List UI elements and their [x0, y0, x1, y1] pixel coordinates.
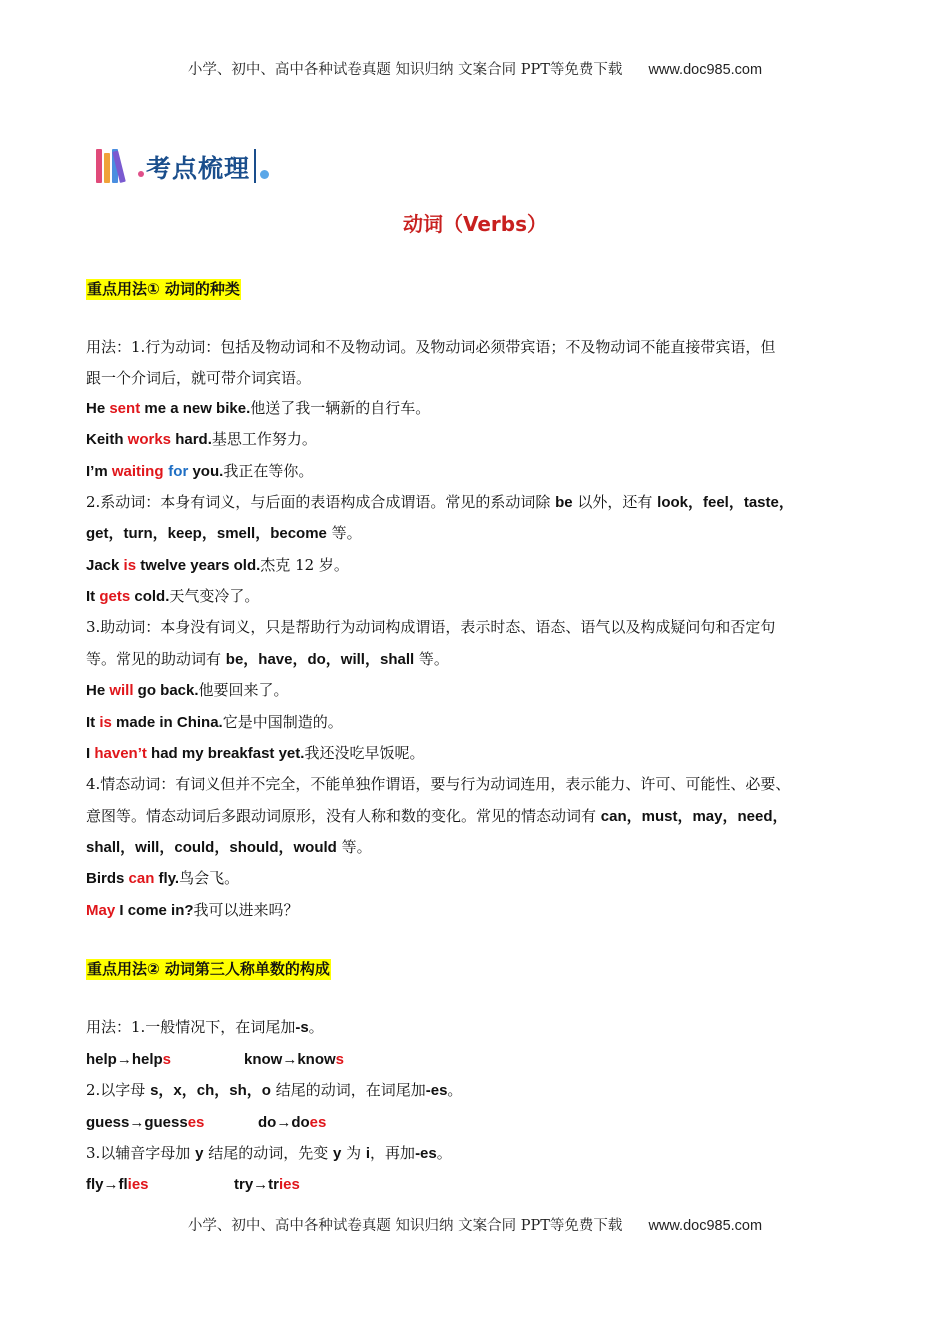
example-sentence: It gets cold.天气变冷了。	[86, 587, 260, 605]
logo-circle	[260, 170, 269, 179]
s1-para3-line2: 等。常见的助动词有 be，have，do，will，shall 等。	[86, 650, 449, 668]
example-sentence: I’m waiting for you.我正在等你。	[86, 462, 314, 480]
example-sentence: He will go back.他要回来了。	[86, 681, 289, 699]
s1-para3-line1: 3.助动词：本身没有词义，只是帮助行为动词构成谓语，表示时态、语态、语气以及构成疑问句和否定句	[86, 618, 776, 636]
example-sentence: I haven’t had my breakfast yet.我还没吃早饭呢。	[86, 744, 425, 762]
books-icon	[96, 147, 136, 183]
example-sentence: It is made in China.它是中国制造的。	[86, 713, 343, 731]
example-sentence: He sent me a new bike.他送了我一辆新的自行车。	[86, 399, 431, 417]
s1-para4-line3: shall，will，could，should，would 等。	[86, 838, 372, 856]
s2-rule3: 3.以辅音字母加 y 结尾的动词，先变 y 为 i，再加-es。	[86, 1144, 452, 1162]
s2-rule2-examples: guess→guesses do→does	[86, 1114, 327, 1131]
s1-para2-line1: 2.系动词：本身有词义，与后面的表语构成合成谓语。常见的系动词除 be 以外，还有 look，feel，taste，	[86, 493, 794, 511]
s1-para2-line2: get，turn，keep，smell，become 等。	[86, 524, 362, 542]
example-sentence: Birds can fly.鸟会飞。	[86, 869, 240, 887]
s1-para4-line2: 意图等。情态动词后多跟动词原形，没有人称和数的变化。常见的情态动词有 can，must，may，need，	[86, 807, 788, 825]
page-title: 动词（Verbs）	[402, 212, 548, 236]
page-footer	[0, 1214, 950, 1235]
example-sentence: May I come in?我可以进来吗？	[86, 901, 299, 919]
example-sentence: Keith works hard.基思工作努力。	[86, 430, 317, 448]
s1-para4-line1: 4.情态动词：有词义但并不完全，不能单独作谓语，要与行为动词连用，表示能力、许可、可能性、必要、	[86, 775, 791, 793]
s2-rule3-examples: fly→flies try→tries	[86, 1176, 300, 1193]
section-heading-1: 重点用法① 动词的种类	[87, 280, 240, 298]
s2-rule1-examples: help→helps know→knows	[86, 1051, 345, 1068]
s1-para1-line2: 跟一个介词后，就可带介词宾语。	[86, 369, 312, 387]
header-url[interactable]: www.doc985.com	[648, 62, 763, 78]
section-logo	[96, 143, 286, 187]
footer-url[interactable]: www.doc985.com	[648, 1218, 763, 1234]
s1-para1-line1: 用法：1.行为动词：包括及物动词和不及物动词。及物动词必须带宾语；不及物动词不能直接带宾语，但	[86, 338, 776, 356]
example-sentence: Jack is twelve years old.杰克 12 岁。	[86, 556, 349, 574]
s2-rule2: 2.以字母 s，x，ch，sh，o 结尾的动词，在词尾加-es。	[86, 1081, 463, 1099]
section-heading-2: 重点用法② 动词第三人称单数的构成	[87, 960, 330, 978]
header-text: 小学、初中、高中各种试卷真题 知识归纳 文案合同 PPT等免费下载	[187, 62, 623, 78]
logo-dot	[138, 171, 144, 177]
logo-bar	[254, 149, 256, 183]
s2-rule1: 用法：1.一般情况下，在词尾加-s。	[86, 1018, 324, 1036]
logo-text: 考点梳理	[146, 154, 251, 183]
page-header	[0, 58, 950, 79]
footer-text: 小学、初中、高中各种试卷真题 知识归纳 文案合同 PPT等免费下载	[187, 1218, 623, 1234]
